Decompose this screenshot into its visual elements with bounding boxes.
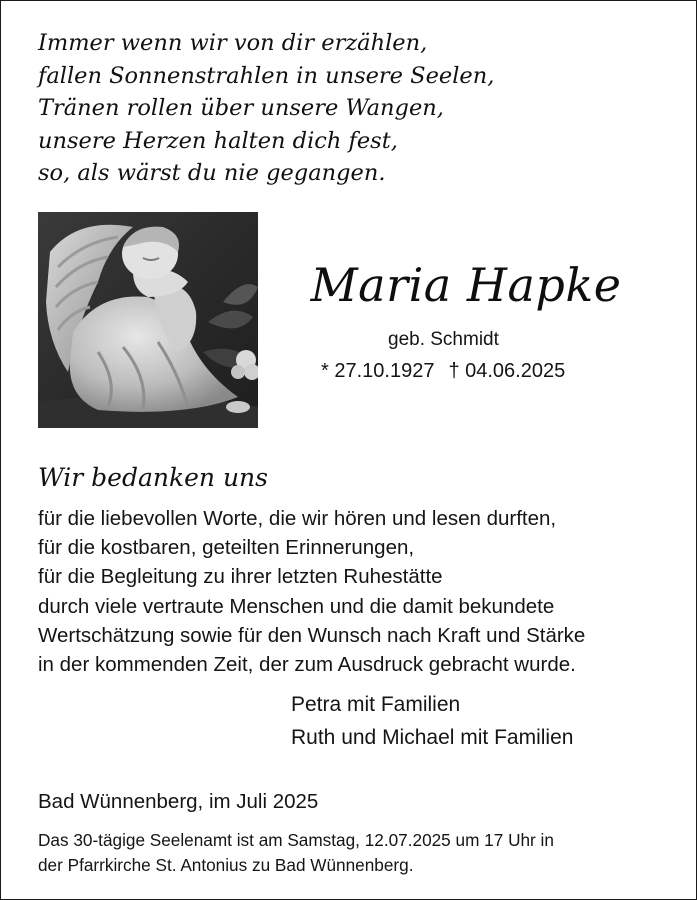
- thanks-line: Wertschätzung sowie für den Wunsch nach Kraft und Stärke: [38, 623, 586, 647]
- signature-line: Ruth und Michael mit Familien: [291, 726, 574, 749]
- life-dates: [321, 358, 565, 384]
- thanks-line: für die kostbaren, geteilten Erinnerungen,: [38, 536, 415, 560]
- poem-line: unsere Herzen halten dich fest,: [38, 127, 398, 154]
- thanks-line: für die liebevollen Worte, die wir hören und lesen durften,: [38, 507, 557, 530]
- poem-line: so, als wärst du nie gegangen.: [38, 160, 386, 186]
- memorial-poem: [38, 27, 494, 190]
- deceased-name: Maria Hapke: [310, 258, 622, 312]
- notice-line: Das 30-tägige Seelenamt ist am Samstag, 12.07.2025 um 17 Uhr in: [38, 830, 554, 850]
- angel-statue-photo: [38, 212, 258, 428]
- thanks-heading: Wir bedanken uns: [38, 463, 268, 492]
- thanks-line: durch viele vertraute Menschen und die damit bekundete: [38, 594, 555, 618]
- poem-line: fallen Sonnenstrahlen in unsere Seelen,: [38, 62, 495, 89]
- birth-date: * 27.10.1927: [321, 360, 435, 382]
- poem-line: Immer wenn wir von dir erzählen,: [38, 30, 428, 56]
- maiden-name: geb. Schmidt: [388, 329, 499, 350]
- notice-line: der Pfarrkirche St. Antonius zu Bad Wünnenberg.: [38, 854, 414, 875]
- thanks-text: [38, 504, 585, 679]
- place-and-date: Bad Wünnenberg, im Juli 2025: [38, 790, 319, 813]
- family-signatures: [291, 688, 573, 754]
- mass-notice: [38, 828, 554, 877]
- signature-line: Petra mit Familien: [291, 693, 461, 716]
- thanks-line: in der kommenden Zeit, der zum Ausdruck gebracht wurde.: [38, 653, 576, 677]
- poem-line: Tränen rollen über unsere Wangen,: [38, 95, 444, 121]
- thanks-line: für die Begleitung zu ihrer letzten Ruhestätte: [38, 565, 443, 589]
- death-date: † 04.06.2025: [448, 360, 566, 382]
